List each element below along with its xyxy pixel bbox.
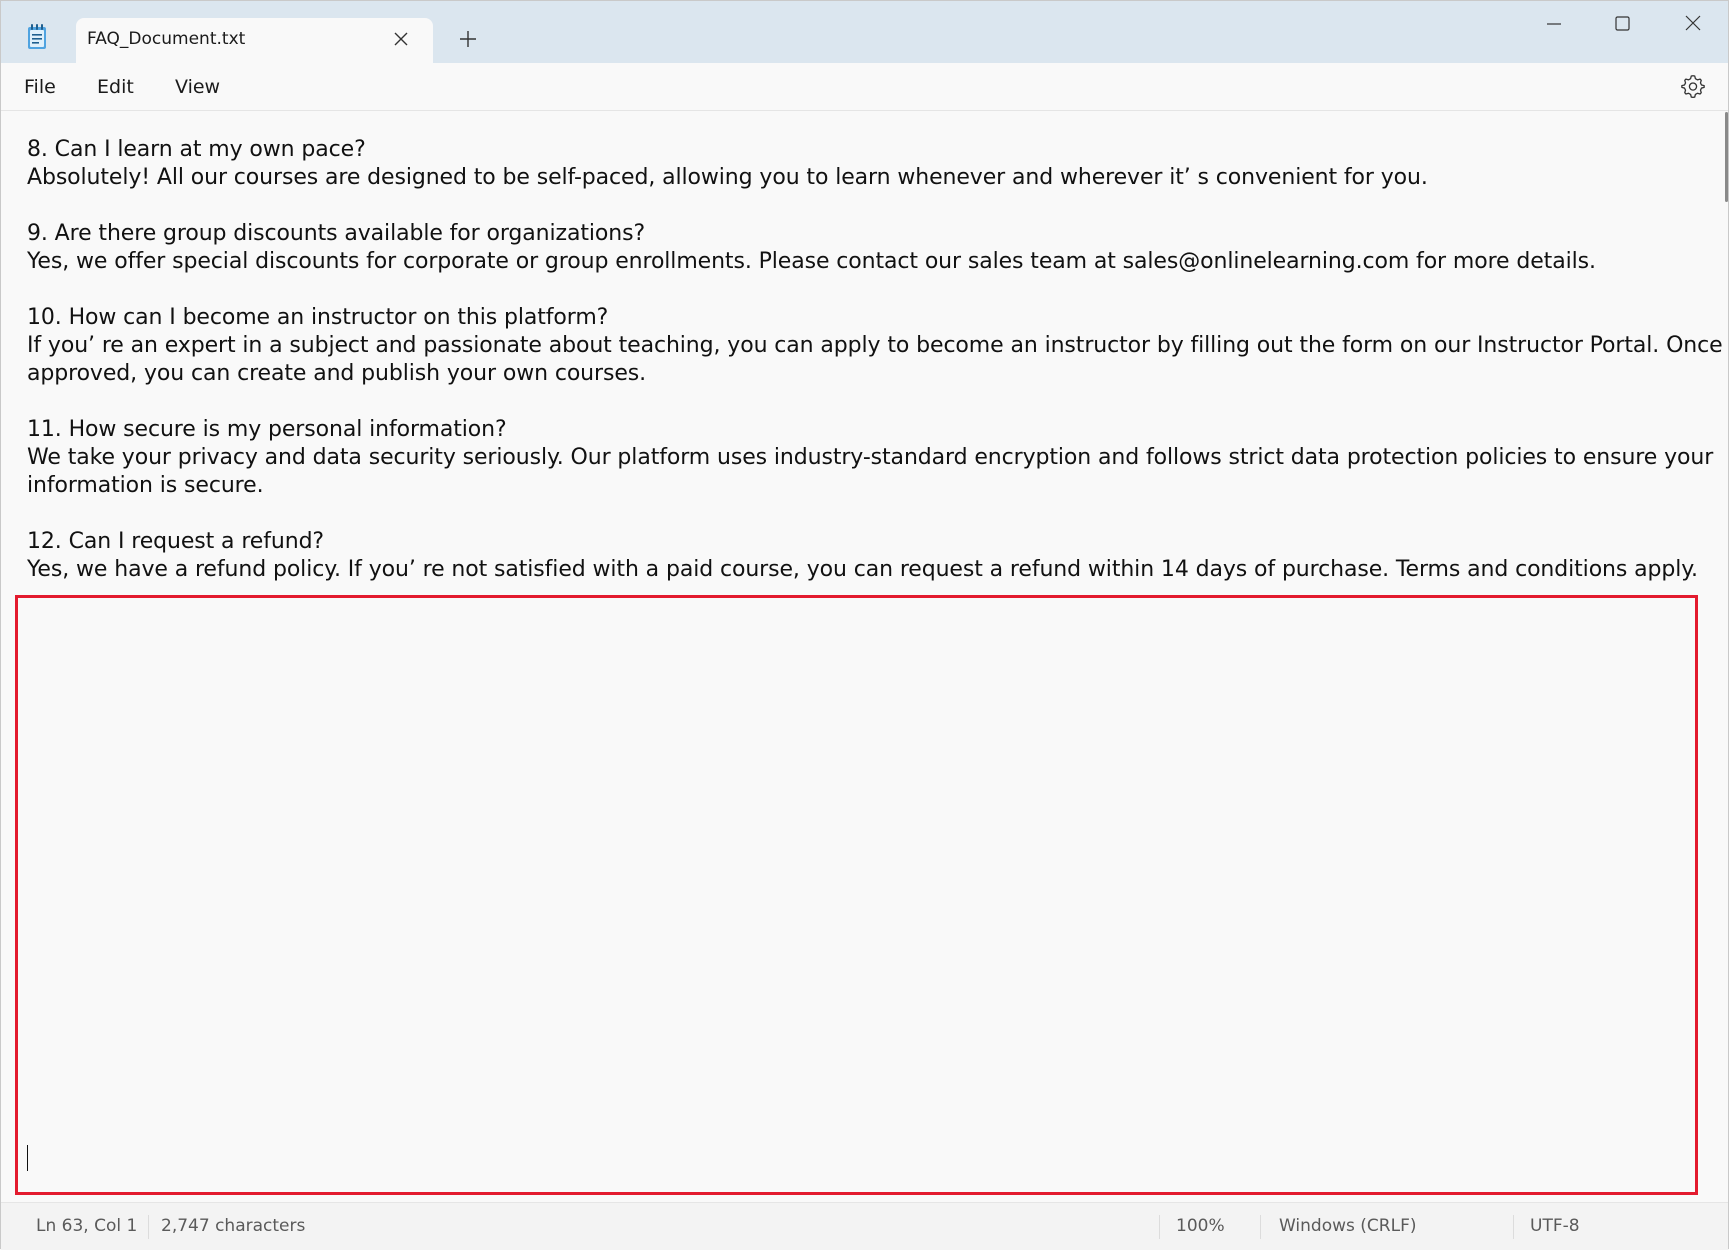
text-line (27, 276, 1687, 304)
text-line: We take your privacy and data security seriously. Our platform uses industry-standard encryption and follows strict data protection policies to ensure your (27, 445, 1714, 470)
text-line: 9. Are there group discounts available for organizations? (27, 221, 646, 246)
text-line: 12. Can I request a refund? (27, 529, 325, 554)
text-line (27, 500, 1687, 528)
maximize-icon[interactable] (1599, 9, 1645, 39)
text-line (27, 388, 1687, 416)
text-line: Absolutely! All our courses are designed to be self-paced, allowing you to learn whenever and wherever it’ s convenient for you. (27, 165, 1428, 190)
gear-icon[interactable] (1680, 73, 1706, 99)
text-caret (27, 1145, 28, 1171)
text-line (27, 192, 1687, 220)
menu-file[interactable]: File (24, 76, 56, 98)
text-line: approved, you can create and publish your own courses. (27, 361, 647, 386)
text-line: 11. How secure is my personal information? (27, 417, 507, 442)
text-line: Yes, we offer special discounts for corporate or group enrollments. Please contact our sales team at sales@onlinelearning.com for more details. (27, 249, 1596, 274)
status-separator (148, 1215, 149, 1239)
status-encoding[interactable]: UTF-8 (1530, 1216, 1580, 1236)
tab-title: FAQ_Document.txt (87, 29, 246, 49)
minimize-icon[interactable] (1531, 9, 1577, 39)
tab-faq-document[interactable] (76, 18, 433, 64)
text-line: 10. How can I become an instructor on this platform? (27, 305, 609, 330)
status-zoom[interactable]: 100% (1176, 1216, 1225, 1236)
status-separator (1513, 1215, 1514, 1239)
close-icon[interactable] (389, 27, 413, 51)
menu-view[interactable]: View (175, 76, 221, 98)
status-separator (1159, 1215, 1160, 1239)
status-separator (1260, 1215, 1261, 1239)
notepad-icon (26, 24, 48, 50)
status-line-ending[interactable]: Windows (CRLF) (1279, 1216, 1417, 1236)
status-bar (1, 1202, 1728, 1250)
text-line: If you’ re an expert in a subject and passionate about teaching, you can apply to become an instructor by filling out the form on our Instructor Portal. Once (27, 333, 1723, 358)
plus-icon[interactable] (456, 27, 480, 51)
text-line: information is secure. (27, 473, 264, 498)
title-bar[interactable] (1, 1, 1728, 63)
text-line: Yes, we have a refund policy. If you’ re not satisfied with a paid course, you can request a refund within 14 days of purchase. Terms and conditions apply. (27, 557, 1698, 582)
text-editor[interactable] (1, 112, 1723, 1199)
document-text[interactable] (27, 136, 1723, 584)
status-cursor-position: Ln 63, Col 1 (36, 1216, 138, 1236)
close-icon[interactable] (1670, 9, 1716, 39)
menu-edit[interactable]: Edit (97, 76, 134, 98)
status-character-count: 2,747 characters (161, 1216, 306, 1236)
text-line: 8. Can I learn at my own pace? (27, 137, 366, 162)
menu-bar (1, 63, 1728, 111)
vertical-scrollbar[interactable] (1725, 112, 1728, 202)
